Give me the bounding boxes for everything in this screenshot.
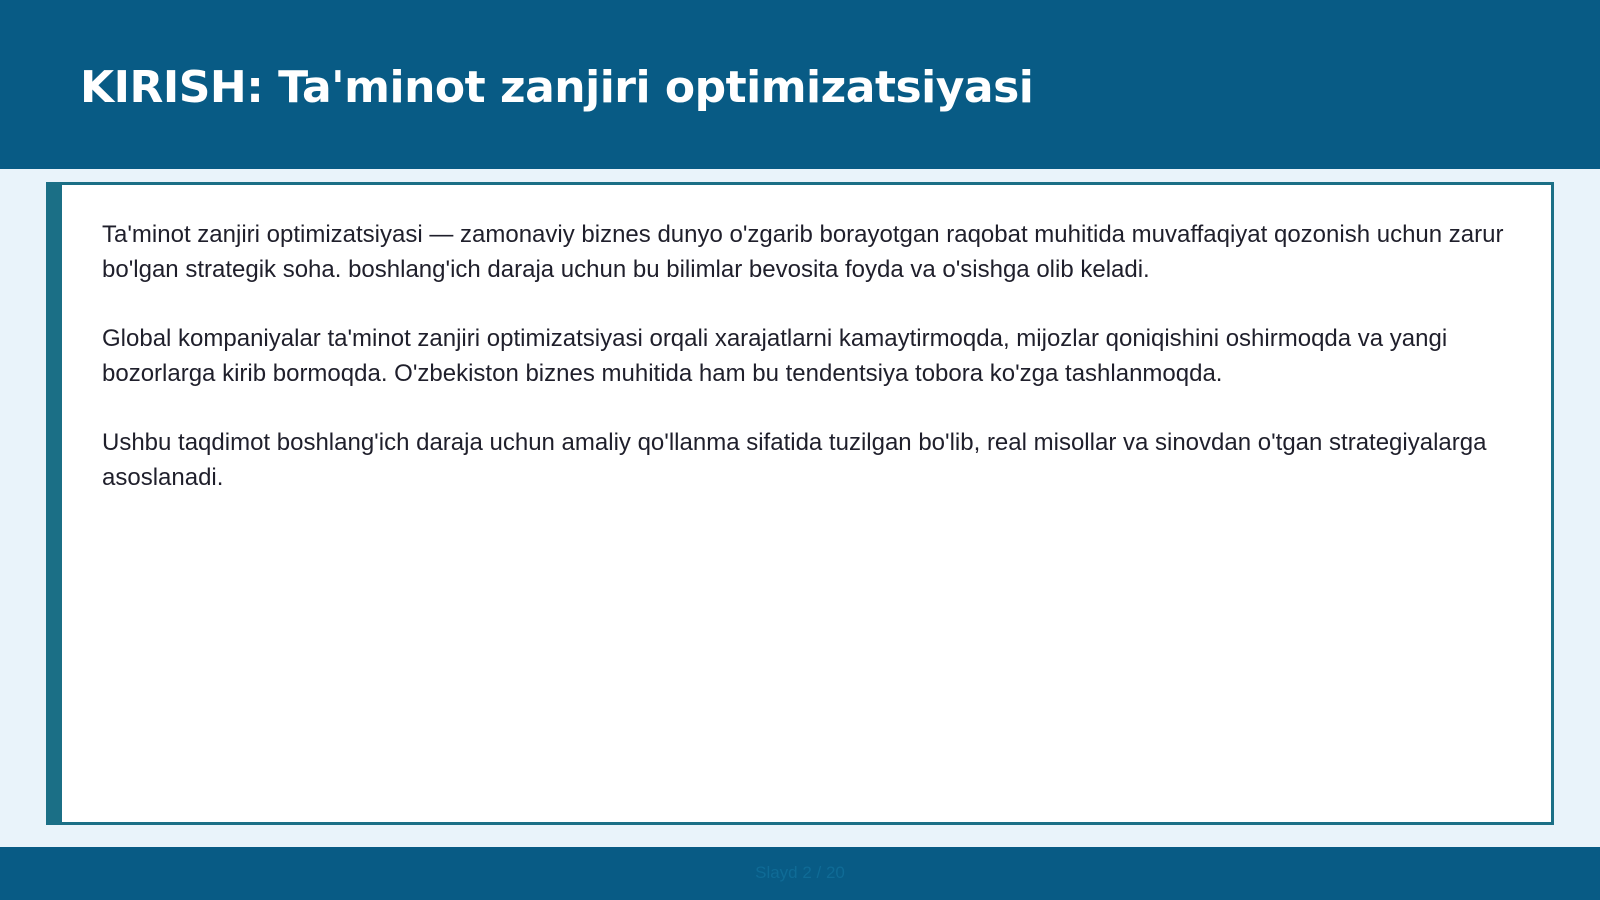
slide-footer <box>0 847 1600 900</box>
global-companies-paragraph: Global kompaniyalar ta'minot zanjiri optimizatsiyasi orqali xarajatlarni kamaytirmoqda, mijozlar qoniqishini oshirmoqda va yangi bozorlarga kirib bormoqda. O'zbekiston biznes muhitida ham bu tendentsiya tobora ko'zga tashlanmoqda. <box>102 325 1448 387</box>
slide-header <box>0 0 1600 169</box>
slide-title: KIRISH: Ta'minot zanjiri optimizatsiyasi <box>80 62 1034 113</box>
presentation-purpose-paragraph: Ushbu taqdimot boshlang'ich daraja uchun amaliy qo'llanma sifatida tuzilgan bo'lib, real misollar va sinovdan o'tgan strategiyalarga asoslanadi. <box>102 429 1487 491</box>
intro-paragraph: Ta'minot zanjiri optimizatsiyasi — zamonaviy biznes dunyo o'zgarib borayotgan raqobat muhitida muvaffaqiyat qozonish uchun zarur bo'lgan strategik soha. boshlang'ich daraja uchun bu bilimlar bevosita foyda va o'sishga olib keladi. <box>102 221 1504 283</box>
slide-number: Slayd 2 / 20 <box>755 863 845 882</box>
body-text <box>102 217 1522 529</box>
content-card <box>46 182 1554 825</box>
